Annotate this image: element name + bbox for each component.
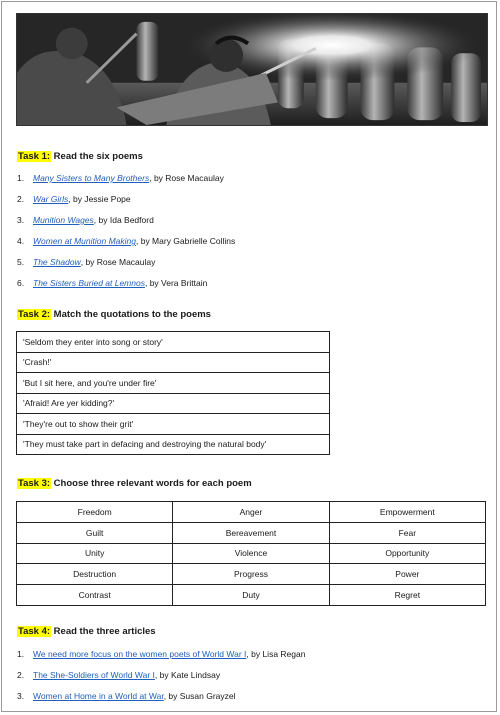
poem-link[interactable]: Munition Wages: [33, 215, 94, 225]
quotation-cell: 'They're out to show their grit': [17, 414, 330, 435]
poem-list: [17, 171, 487, 297]
article-item: 2. The She-Soldiers of World War I, by Kate Lindsay: [17, 670, 221, 680]
word-cell: Regret: [329, 585, 485, 606]
article-item: 3. Women at Home in a World at War, by Susan Grayzel: [17, 691, 236, 701]
task4-title: Read the three articles: [51, 626, 156, 637]
poem-item: 3. Munition Wages, by Ida Bedford: [17, 215, 154, 225]
article-link[interactable]: We need more focus on the women poets of World War I: [33, 649, 247, 659]
task4-heading: [17, 626, 156, 637]
word-cell: Unity: [17, 543, 173, 564]
task1-title: Read the six poems: [51, 151, 143, 162]
quotations-table: [16, 331, 330, 455]
word-grid: [16, 501, 486, 606]
task4-tag: Task 4:: [18, 626, 51, 637]
word-cell: Anger: [173, 502, 329, 523]
poem-link[interactable]: The Shadow: [33, 257, 81, 267]
poem-item: 6. The Sisters Buried at Lemnos, by Vera Brittain: [17, 278, 208, 288]
poem-link[interactable]: Women at Munition Making: [33, 236, 136, 246]
word-cell: Opportunity: [329, 543, 485, 564]
word-cell: Destruction: [17, 564, 173, 585]
article-item: 1. We need more focus on the women poets of World War I, by Lisa Regan: [17, 649, 306, 659]
task2-heading: [17, 309, 211, 320]
poem-item: 4. Women at Munition Making, by Mary Gabrielle Collins: [17, 236, 236, 246]
poem-item: 2. War Girls, by Jessie Pope: [17, 194, 131, 204]
banner-photo: [16, 13, 488, 126]
poem-item: 5. The Shadow, by Rose Macaulay: [17, 257, 156, 267]
quotation-cell: 'But I sit here, and you're under fire': [17, 373, 330, 394]
poem-item: 1. Many Sisters to Many Brothers, by Rose Macaulay: [17, 173, 224, 183]
task1-tag: Task 1:: [18, 151, 51, 162]
poem-link[interactable]: War Girls: [33, 194, 69, 204]
task3-heading: [17, 478, 252, 489]
article-link[interactable]: Women at Home in a World at War: [33, 691, 164, 701]
article-list: [17, 647, 487, 710]
word-cell: Bereavement: [173, 522, 329, 543]
poem-link[interactable]: The Sisters Buried at Lemnos: [33, 278, 145, 288]
task2-title: Match the quotations to the poems: [51, 309, 211, 320]
word-cell: Fear: [329, 522, 485, 543]
munition-workers-image: [17, 14, 487, 125]
task3-title: Choose three relevant words for each poem: [51, 478, 252, 489]
word-cell: Power: [329, 564, 485, 585]
article-link[interactable]: The She-Soldiers of World War I: [33, 670, 155, 680]
word-cell: Progress: [173, 564, 329, 585]
quotation-cell: 'Crash!': [17, 352, 330, 373]
word-cell: Guilt: [17, 522, 173, 543]
word-cell: Empowerment: [329, 502, 485, 523]
task3-tag: Task 3:: [18, 478, 51, 489]
task2-tag: Task 2:: [18, 309, 51, 320]
worksheet-page: [1, 1, 497, 712]
quotation-cell: 'They must take part in defacing and destroying the natural body': [17, 434, 330, 455]
word-cell: Freedom: [17, 502, 173, 523]
word-cell: Contrast: [17, 585, 173, 606]
word-cell: Violence: [173, 543, 329, 564]
quotation-cell: 'Seldom they enter into song or story': [17, 332, 330, 353]
quotation-cell: 'Afraid! Are yer kidding?': [17, 393, 330, 414]
word-cell: Duty: [173, 585, 329, 606]
task1-heading: [17, 151, 143, 162]
poem-link[interactable]: Many Sisters to Many Brothers: [33, 173, 150, 183]
